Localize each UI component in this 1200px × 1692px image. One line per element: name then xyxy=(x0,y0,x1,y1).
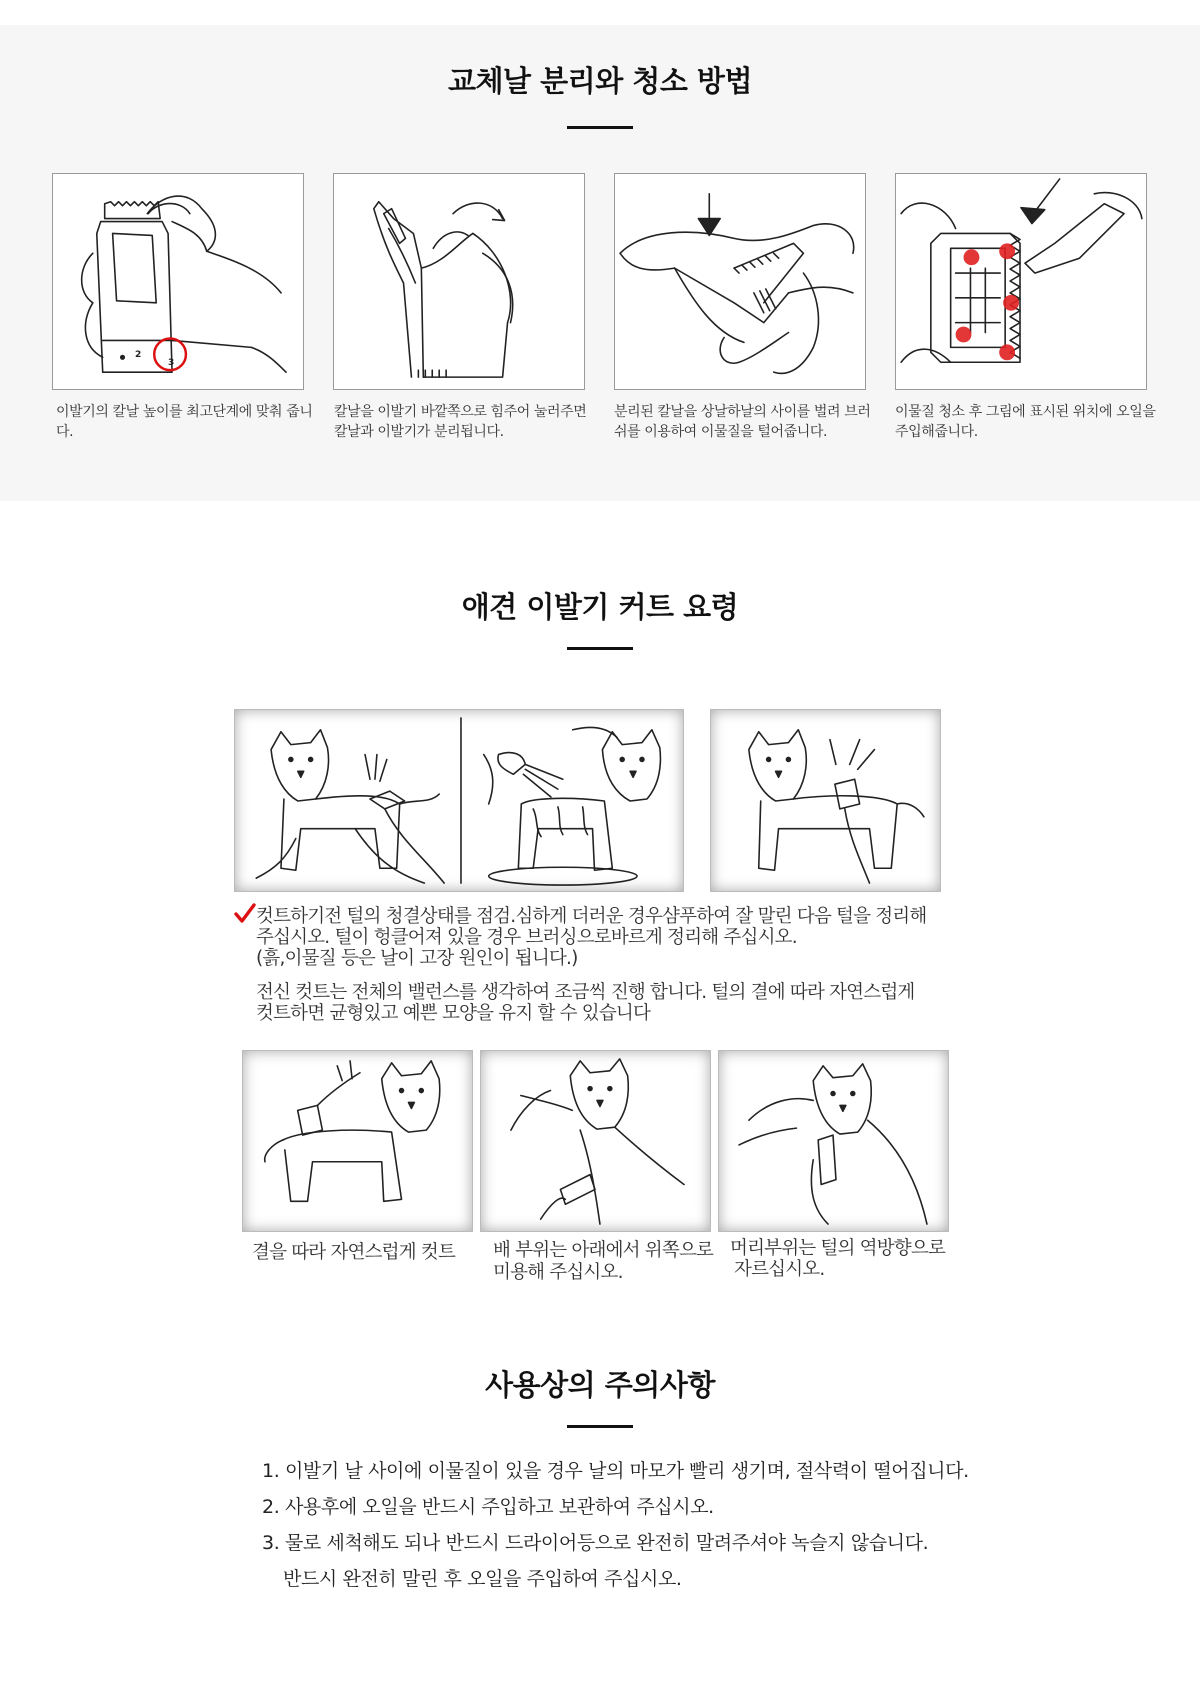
caution-item-2: 2. 사용후에 오일을 반드시 주입하고 보관하여 주십시오. xyxy=(262,1496,714,1518)
balance-line-2: 컷트하면 균형있고 예쁜 모양을 유지 할 수 있습니다 xyxy=(256,1003,651,1024)
caution-title: 사용상의 주의사항 xyxy=(485,1368,715,1402)
notice-line-2: 주십시오. 털이 헝클어져 있을 경우 브러싱으로바르게 정리해 주십시오. xyxy=(256,927,797,948)
step-1-illustration xyxy=(52,173,304,390)
body-cut-caption-line-1: 결을 따라 자연스럽게 컷트 xyxy=(252,1242,456,1263)
belly-cut-caption-line-1: 배 부위는 아래에서 위쪽으로 xyxy=(493,1240,714,1261)
step-2-caption: 칼날을 이발기 바깥쪽으로 힘주어 눌러주면 칼날과 이발기가 분리됩니다. xyxy=(334,404,587,440)
head-cut-caption-line-1: 머리부위는 털의 역방향으로 xyxy=(730,1238,946,1259)
step-4-caption: 이물질 청소 후 그림에 표시된 위치에 오일을 주입해줍니다. xyxy=(895,404,1156,440)
dial-label-2: 2 xyxy=(135,350,142,360)
title-divider xyxy=(567,647,633,650)
dog-belly-cut-illustration xyxy=(480,1050,711,1232)
head-cut-caption-line-2: 자르십시오. xyxy=(734,1259,825,1280)
cut-title: 애견 이발기 커트 요령 xyxy=(461,590,739,624)
step-3-illustration xyxy=(614,173,866,390)
title-divider xyxy=(567,1425,633,1428)
dog-body-cut-illustration xyxy=(242,1050,473,1232)
caution-item-3: 3. 물로 세척해도 되나 반드시 드라이어등으로 완전히 말려주셔야 녹슬지 않습니다. xyxy=(262,1532,929,1554)
dial-highlight-circle xyxy=(154,338,186,370)
dog-head-cut-illustration xyxy=(718,1050,949,1232)
dog-clipping-illustration xyxy=(710,709,941,892)
belly-cut-caption-line-2: 미용해 주십시오. xyxy=(493,1262,623,1283)
check-icon xyxy=(234,902,256,924)
step-3-caption: 분리된 칼날을 상날하날의 사이를 벌려 브러쉬를 이용하여 이물질을 털어줍니다. xyxy=(614,404,871,440)
caution-item-1: 1. 이발기 날 사이에 이물질이 있을 경우 날의 마모가 빨리 생기며, 절삭력이 떨어집니다. xyxy=(262,1460,969,1482)
step-2-illustration xyxy=(333,173,585,390)
caution-item-3-continued: 반드시 완전히 말린 후 오일을 주입하여 주십시오. xyxy=(283,1568,682,1590)
cleaning-title: 교체날 분리와 청소 방법 xyxy=(448,64,752,98)
cleaning-section xyxy=(0,25,1200,501)
step-4-illustration xyxy=(895,173,1147,390)
dog-brushing-washing-illustration xyxy=(234,709,684,892)
dial-label-3: 3 xyxy=(168,358,175,368)
step-1-caption: 이발기의 칼날 높이를 최고단계에 맞춰 줍니다. xyxy=(56,404,313,440)
balance-line-1: 전신 컷트는 전체의 밸런스를 생각하여 조금씩 진행 합니다. 털의 결에 따라 자연스럽게 xyxy=(256,982,915,1003)
title-divider xyxy=(567,126,633,129)
notice-line-3: (흙,이물질 등은 날이 고장 원인이 됩니다.) xyxy=(256,948,578,969)
notice-line-1: 컷트하기전 털의 청결상태를 점검.심하게 더러운 경우샴푸하여 잘 말린 다음 털을 정리해 xyxy=(256,906,927,927)
